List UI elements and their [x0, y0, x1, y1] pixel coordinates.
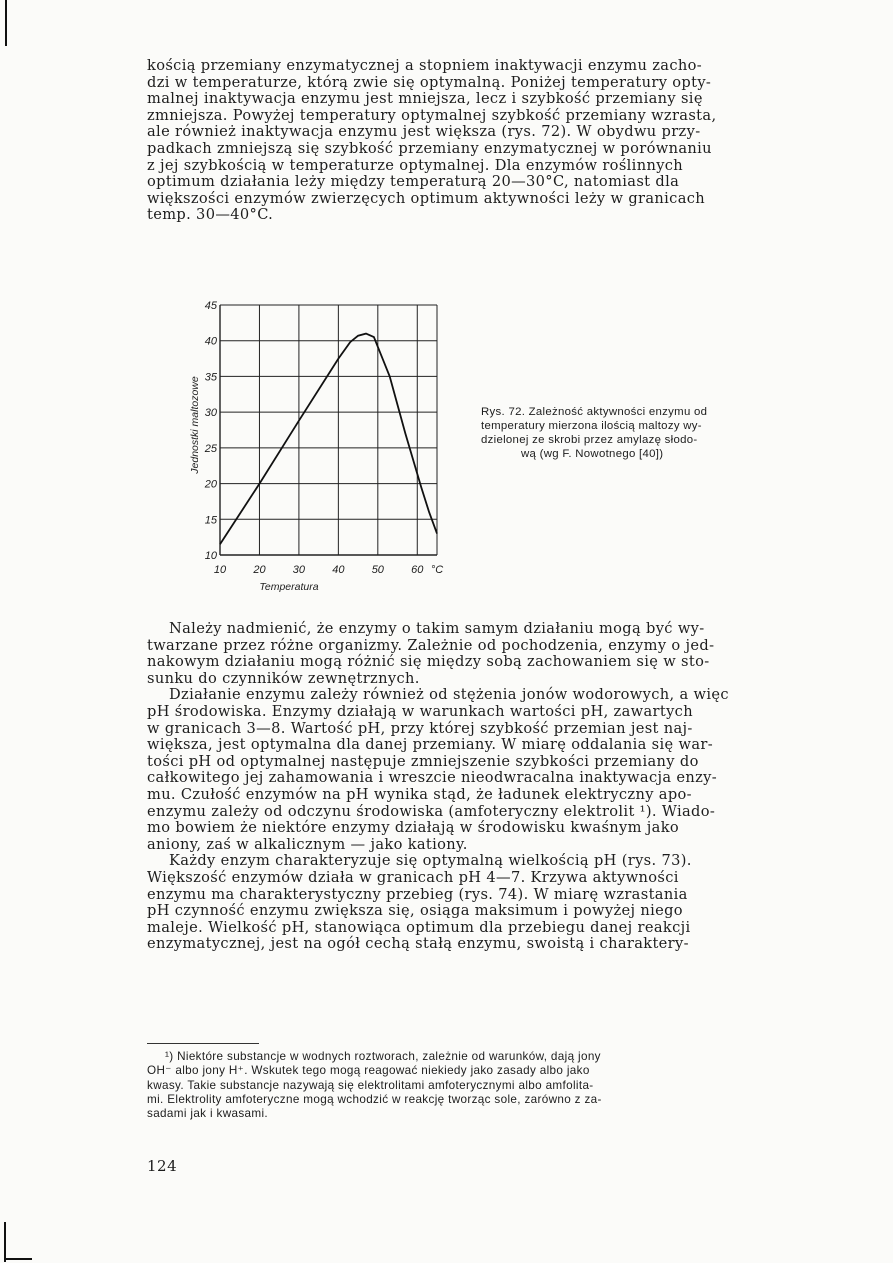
- text-line: z jej szybkością w temperaturze optymalnej. Dla enzymów roślinnych: [147, 156, 684, 174]
- text-line: temp. 30—40°C.: [147, 206, 274, 224]
- scan-edge-mark-bottom: [4, 1222, 6, 1262]
- text-line: mo bowiem że niektóre enzymy działają w środowisku kwaśnym jako: [147, 819, 680, 837]
- x-axis-label: Temperatura: [259, 581, 319, 593]
- footnote-line: mi. Elektrolity amfoteryczne mogą wchodzić w reakcję tworząc sole, zarówno z za-: [147, 1092, 602, 1106]
- caption-line: dzielonej ze skrobi przez amylazę słodo-: [481, 434, 698, 446]
- text-line: w granicach 3—8. Wartość pH, przy której szybkość przemian jest naj-: [147, 719, 693, 737]
- text-line: enzymatycznej, jest na ogół cechą stałą enzymu, swoistą i charaktery-: [147, 935, 689, 953]
- text-line: Działanie enzymu zależy również od stężenia jonów wodorowych, a więc: [169, 686, 729, 704]
- text-line: pH środowiska. Enzymy działają w warunkach wartości pH, zawartych: [147, 702, 693, 720]
- text-line: sunku do czynników zewnętrznych.: [147, 669, 420, 687]
- figure-caption: [481, 405, 841, 461]
- scan-edge-mark-top: [5, 0, 7, 46]
- footnote-line: ¹) Niektóre substancje w wodnych roztworach, zależnie od warunków, dają jony: [165, 1050, 601, 1063]
- text-line: większości enzymów zwierzęcych optimum aktywności leży w granicach: [147, 189, 706, 207]
- page-number: 124: [147, 1157, 178, 1175]
- text-line: enzymu ma charakterystyczny przebieg (rys. 74). W miarę wzrastania: [147, 885, 688, 903]
- footnote-line: sadami jak i kwasami.: [147, 1107, 269, 1121]
- text-line: zmniejsza. Powyżej temperatury optymalnej szybkość przemiany wzrasta,: [147, 106, 717, 124]
- y-axis-label: Jednostki maltozowe: [189, 376, 201, 474]
- y-tick-label: 10: [204, 550, 217, 562]
- footnote-line: kwasy. Takie substancje nazywają się elektrolitami amfoterycznymi albo amfolita-: [147, 1078, 594, 1092]
- text-line: mu. Czułość enzymów na pH wynika stąd, że ładunek elektryczny apo-: [147, 785, 692, 803]
- text-line: maleje. Wielkość pH, stanowiąca optimum dla przebiegu danej reakcji: [147, 918, 691, 936]
- y-tick-label: 15: [204, 514, 217, 527]
- text-line: padkach zmniejszą się szybkość przemiany enzymatycznej w porównaniu: [147, 139, 712, 157]
- x-tick-label: 60: [411, 564, 424, 576]
- paragraph-top: [147, 58, 841, 224]
- activity-temperature-chart: [170, 290, 460, 600]
- caption-line: temperatury mierzona ilością maltozy wy-: [481, 420, 702, 432]
- text-line: ale również inaktywacja enzymu jest większa (rys. 72). W obydwu przy-: [147, 123, 701, 141]
- text-line: Większość enzymów działa w granicach pH 4—7. Krzywa aktywności: [147, 868, 679, 886]
- text-line: twarzane przez różne organizmy. Zależnie od pochodzenia, enzymy o jed-: [147, 636, 715, 654]
- text-line: tości pH od optymalnej następuje zmniejszenie szybkości przemiany do: [147, 752, 699, 770]
- footnote-line: OH⁻ albo jony H⁺. Wskutek tego mogą reagować niekiedy jako zasady albo jako: [147, 1064, 590, 1078]
- y-tick-label: 30: [204, 407, 217, 420]
- paragraph-bottom: [147, 621, 841, 953]
- text-line: kością przemiany enzymatycznej a stopniem inaktywacji enzymu zacho-: [147, 57, 703, 74]
- x-tick-label: 40: [332, 564, 345, 576]
- footnote-rule: [147, 1043, 259, 1044]
- x-tick-label: °C: [430, 564, 444, 576]
- x-tick-label: 50: [371, 564, 384, 576]
- text-line: Należy nadmienić, że enzymy o takim samym działaniu mogą być wy-: [169, 620, 705, 637]
- activity-curve: [220, 334, 437, 545]
- x-tick-label: 30: [292, 564, 306, 576]
- text-line: dzi w temperaturze, którą zwie się optymalną. Poniżej temperatury opty-: [147, 73, 712, 91]
- text-line: Każdy enzym charakteryzuje się optymalną wielkością pH (rys. 73).: [169, 852, 692, 870]
- x-tick-labels: [214, 564, 443, 576]
- y-tick-labels: [204, 300, 218, 562]
- text-line: malnej inaktywacja enzymu jest mniejsza, lecz i szybkość przemiany się: [147, 90, 703, 108]
- text-line: większa, jest optymalna dla danej przemiany. W miarę oddalania się war-: [147, 736, 713, 754]
- text-line: aniony, zaś w alkalicznym — jako kationy.: [147, 835, 468, 853]
- caption-line: Rys. 72. Zależność aktywności enzymu od: [481, 406, 708, 418]
- x-tick-label: 20: [253, 564, 266, 576]
- y-tick-label: 25: [204, 442, 217, 455]
- text-line: całkowitego jej zahamowania i wreszcie nieodwracalna inaktywacja enzy-: [147, 769, 718, 787]
- footnote: [147, 1050, 841, 1121]
- text-line: optimum działania leży między temperaturą 20—30°C, natomiast dla: [147, 173, 680, 191]
- caption-line: wą (wg F. Nowotnego [40]): [521, 448, 664, 460]
- text-line: enzymu zależy od odczynu środowiska (amfoteryczny elektrolit ¹). Wiado-: [147, 802, 716, 820]
- y-tick-label: 40: [204, 335, 217, 348]
- x-tick-label: 10: [213, 564, 227, 576]
- text-line: pH czynność enzymu zwiększa się, osiąga maksimum i powyżej niego: [147, 902, 683, 920]
- y-tick-label: 20: [204, 478, 217, 491]
- text-line: nakowym działaniu mogą różnić się między sobą zachowaniem się w sto-: [147, 653, 710, 671]
- scan-edge-mark-corner: [4, 1258, 32, 1260]
- y-tick-label: 35: [204, 371, 217, 384]
- y-tick-label: 45: [204, 300, 217, 312]
